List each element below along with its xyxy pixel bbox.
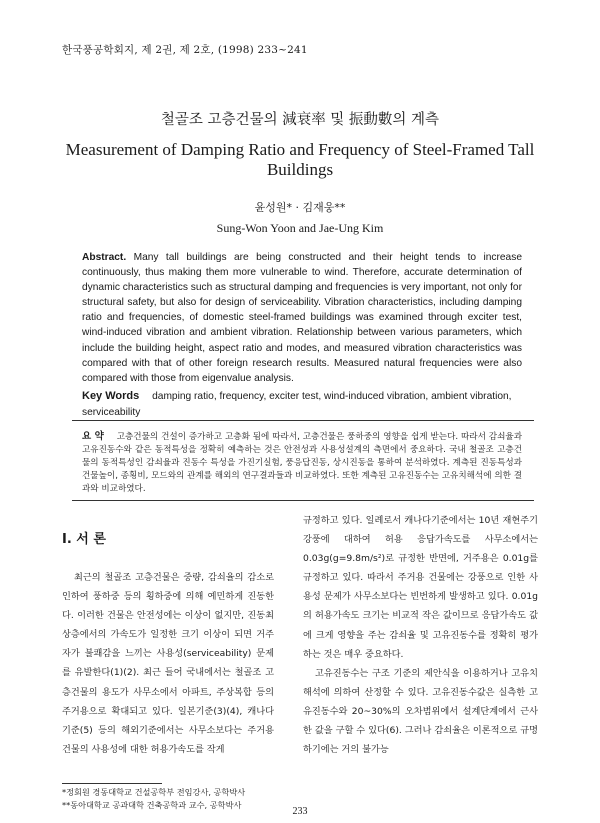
page-number: 233	[292, 806, 308, 817]
footnote-rule	[62, 783, 162, 784]
summary-bottom-rule	[72, 500, 534, 501]
keywords	[82, 389, 522, 420]
abstract-text: Many tall buildings are being constructed and their height tends to increase continuously, thus making them more vulnerable to wind. Therefore, accurate determination of dynamic characteristics such as structural damping and frequencies is very important, not only for structural safety, but also for design of serviceability. Vibration characteristics, including damping ratio and frequencies, of domestic steel-framed buildings was examined through exciter test, wind-induced vibration and ambient vibration. Relationship between various parameters, which include the building height, aspect ratio and modes, and measured vibration characteristics was compared with that of other foreign research results. Measured natural frequencies were also compared with those from eigenvalue analysis.	[82, 252, 522, 384]
body-paragraph: 고유진동수는 구조 기준의 제안식을 이용하거나 고유치해석에 의하여 산정할 수 있다. 고유진동수값은 실측한 고유진동수와 20~30%의 오차범위에서 설계단계에서 근사한 값을 구할 수 있다(6). 그러나 감쇠율은 이론적으로 규명하기에는 거의 불가능	[303, 667, 538, 756]
keywords-label: Key Words	[82, 390, 140, 402]
korean-summary	[82, 430, 522, 496]
summary-top-rule	[72, 420, 534, 421]
keywords-text: damping ratio, frequency, exciter test, wind-induced vibration, ambient vibration, serviceability	[82, 391, 512, 418]
abstract	[82, 250, 522, 386]
korean-summary-text: 고층건물의 건설이 증가하고 고층화 됨에 따라서, 고층건물은 풍하중의 영향을 쉽게 받는다. 따라서 감쇠율과 고유진동수와 같은 동적특성을 정확히 예측하는 것은 안전성과 사용성설계의 측면에서 중요하다. 국내 철골조 고층건물의 동적특성인 감쇠율과 진동수 특성을 가진기실험, 풍응답진동, 상시진동을 통하여 분석하였다. 계측된 진동특성과 건물높이, 종횡비, 모드와의 관계를 해외의 연구결과들과 비교하였다. 또한 계측된 고유진동수는 고유치해석에 의한 결과와 비교하였다.	[82, 432, 522, 495]
title-korean: 철골조 고층건물의 減衰率 및 振動數의 계측	[160, 112, 440, 128]
abstract-label: Abstract.	[82, 252, 127, 263]
footnotes	[62, 786, 282, 811]
section-heading-introduction: I. 서 론	[62, 532, 106, 547]
footnote-second-author: **동아대학교 공과대학 건축공학과 교수, 공학박사	[62, 799, 242, 810]
journal-citation: 한국풍공학회지, 제 2권, 제 2호, (1998) 233~241	[62, 44, 308, 56]
footnote-first-author: *정회원 경동대학교 건설공학부 전임강사, 공학박사	[62, 787, 246, 797]
body-right-column	[303, 511, 538, 759]
title-english: Measurement of Damping Ratio and Frequency of Steel-Framed Tall Buildings	[65, 140, 535, 179]
authors-korean: 윤성원* · 김재웅**	[254, 201, 346, 214]
authors-english: Sung-Won Yoon and Jae-Ung Kim	[216, 221, 384, 235]
body-paragraph: 최근의 철골조 고층건물은 중량, 감쇠율의 감소로 인하여 풍하중 등의 횡하중에 의해 예민하게 진동한다. 이러한 건물은 안전성에는 이상이 없지만, 진동최상층에서의 가속도가 일정한 크기 이상이 되면 거주자가 불쾌감을 느끼는 사용성(serviceability) 문제를 유발한다(1)(2). 최근 들어 국내에서는 철골조 고층건물의 용도가 사무소에서 아파트, 주상복합 등의 주거용으로 확대되고 있다. 일본기준(3)(4), 캐나다기준(5) 등의 해외기준에서는 사무소보다는 주거용 건물의 사용성에 대한 허용가속도를 작게	[62, 572, 274, 755]
body-paragraph: 규정하고 있다. 일례로서 캐나다기준에서는 10년 재현주기 강풍에 대하여 허용 응답가속도를 사무소에서는 0.03g(g=9.8m/s²)로 규정한 반면에, 거주용은 0.01g를 규정하고 있다. 따라서 주거용 건물에는 강풍으로 인한 사용성 문제가 사무소보다는 빈번하게 발생하고 있다. 0.01g의 허용가속도 크기는 비교적 작은 값이므로 응답가속도 값에 크게 영향을 주는 감쇠율 및 고유진동수를 정확히 평가하는 것은 매우 중요하다.	[303, 515, 538, 660]
body-left-column	[62, 568, 274, 759]
korean-summary-label: 요 약	[82, 431, 104, 442]
